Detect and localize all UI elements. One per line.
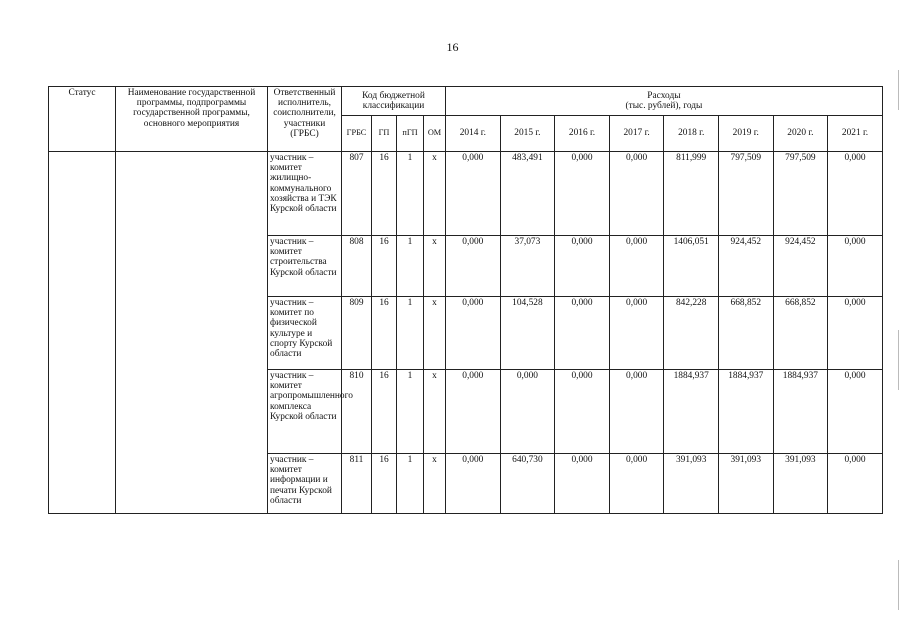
value-cell: 797,509	[773, 152, 828, 236]
scan-edge-mark	[898, 70, 899, 110]
value-cell: 391,093	[718, 454, 773, 514]
value-cell: 0,000	[828, 152, 883, 236]
header-expenses-unit: (тыс. рублей), годы	[625, 101, 703, 111]
pgp-cell: 1	[397, 297, 424, 370]
value-cell: 668,852	[718, 297, 773, 370]
table-row	[49, 152, 883, 236]
value-cell: 797,509	[718, 152, 773, 236]
value-cell: 391,093	[664, 454, 719, 514]
value-cell: 1406,051	[664, 236, 719, 297]
value-cell: 0,000	[555, 454, 610, 514]
gp-cell: 16	[372, 454, 397, 514]
header-gp: ГП	[372, 116, 397, 152]
header-status: Статус	[49, 87, 116, 152]
om-cell: х	[424, 152, 446, 236]
scan-edge-mark	[898, 330, 899, 390]
value-cell: 0,000	[828, 370, 883, 454]
header-year: 2014 г.	[446, 116, 501, 152]
program-name-cell	[116, 152, 268, 514]
value-cell: 0,000	[446, 454, 501, 514]
grbs-cell: 808	[342, 236, 372, 297]
status-cell	[49, 152, 116, 514]
executor-cell: участник – комитет строительства Курской области	[268, 236, 342, 297]
value-cell: 0,000	[555, 236, 610, 297]
gp-cell: 16	[372, 297, 397, 370]
value-cell: 668,852	[773, 297, 828, 370]
value-cell: 0,000	[555, 297, 610, 370]
header-om: ОМ	[424, 116, 446, 152]
om-cell: х	[424, 454, 446, 514]
header-budget-code: Код бюджетной классификации	[342, 87, 446, 116]
value-cell: 1884,937	[773, 370, 828, 454]
value-cell: 0,000	[555, 370, 610, 454]
header-year: 2017 г.	[609, 116, 664, 152]
gp-cell: 16	[372, 370, 397, 454]
value-cell: 0,000	[500, 370, 555, 454]
value-cell: 0,000	[609, 297, 664, 370]
value-cell: 0,000	[609, 152, 664, 236]
om-cell: х	[424, 297, 446, 370]
executor-cell: участник – комитет агропромышленного комплекса Курской области	[268, 370, 342, 454]
value-cell: 0,000	[828, 454, 883, 514]
value-cell: 37,073	[500, 236, 555, 297]
value-cell: 0,000	[446, 370, 501, 454]
value-cell: 640,730	[500, 454, 555, 514]
gp-cell: 16	[372, 152, 397, 236]
value-cell: 842,228	[664, 297, 719, 370]
value-cell: 924,452	[718, 236, 773, 297]
header-year: 2020 г.	[773, 116, 828, 152]
header-executor: Ответственный исполнитель, соисполнители, участники (ГРБС)	[268, 87, 342, 152]
header-year: 2016 г.	[555, 116, 610, 152]
header-year: 2019 г.	[718, 116, 773, 152]
pgp-cell: 1	[397, 152, 424, 236]
page-number: 16	[446, 40, 459, 54]
executor-cell: участник – комитет жилищно-коммунального хозяйства и ТЭК Курской области	[268, 152, 342, 236]
om-cell: х	[424, 370, 446, 454]
value-cell: 0,000	[446, 152, 501, 236]
pgp-cell: 1	[397, 236, 424, 297]
header-pgp: пГП	[397, 116, 424, 152]
budget-table	[48, 86, 883, 514]
executor-cell: участник – комитет информации и печати Курской области	[268, 454, 342, 514]
value-cell: 0,000	[609, 236, 664, 297]
value-cell: 0,000	[555, 152, 610, 236]
grbs-cell: 810	[342, 370, 372, 454]
value-cell: 104,528	[500, 297, 555, 370]
grbs-cell: 807	[342, 152, 372, 236]
value-cell: 0,000	[446, 236, 501, 297]
scan-edge-mark	[898, 560, 899, 610]
gp-cell: 16	[372, 236, 397, 297]
pgp-cell: 1	[397, 454, 424, 514]
value-cell: 1884,937	[664, 370, 719, 454]
grbs-cell: 811	[342, 454, 372, 514]
header-grbs: ГРБС	[342, 116, 372, 152]
value-cell: 0,000	[609, 454, 664, 514]
value-cell: 0,000	[828, 236, 883, 297]
value-cell: 811,999	[664, 152, 719, 236]
header-name: Наименование государственной программы, подпрограммы государственной программы, основного мероприятия	[116, 87, 268, 152]
value-cell: 0,000	[828, 297, 883, 370]
header-year: 2021 г.	[828, 116, 883, 152]
header-year: 2015 г.	[500, 116, 555, 152]
value-cell: 483,491	[500, 152, 555, 236]
grbs-cell: 809	[342, 297, 372, 370]
value-cell: 391,093	[773, 454, 828, 514]
header-expenses-title: Расходы	[647, 90, 681, 101]
executor-cell: участник – комитет по физической культуре и спорту Курской области	[268, 297, 342, 370]
om-cell: х	[424, 236, 446, 297]
value-cell: 0,000	[446, 297, 501, 370]
value-cell: 1884,937	[718, 370, 773, 454]
pgp-cell: 1	[397, 370, 424, 454]
value-cell: 924,452	[773, 236, 828, 297]
value-cell: 0,000	[609, 370, 664, 454]
header-year: 2018 г.	[664, 116, 719, 152]
header-expenses	[446, 87, 883, 116]
